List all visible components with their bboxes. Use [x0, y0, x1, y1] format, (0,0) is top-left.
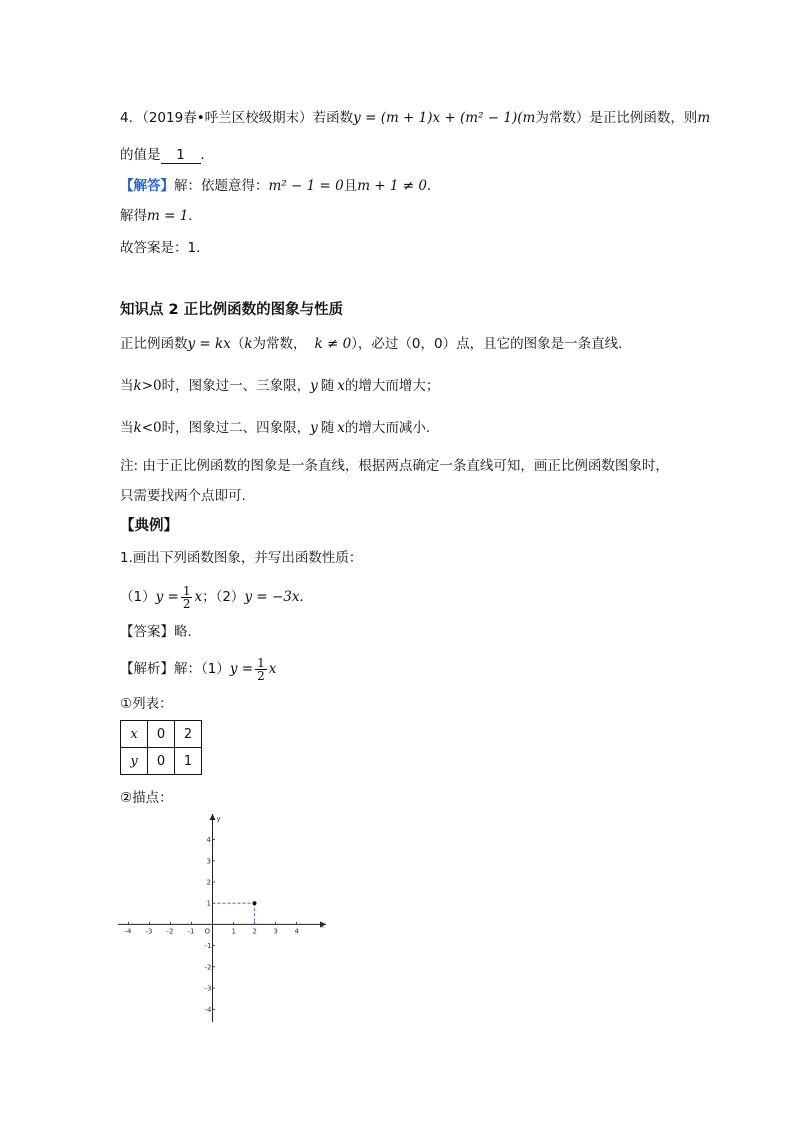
question-end: ． — [200, 147, 214, 163]
plotted-point — [253, 901, 257, 905]
example-p1: （1） — [120, 589, 156, 605]
prop1-x: x — [337, 378, 345, 394]
y-axis-label: y — [216, 815, 221, 823]
analysis-denominator: 2 — [257, 668, 265, 683]
definition-line — [120, 334, 622, 354]
x-tick-label: -3 — [145, 927, 153, 936]
prop2-x: x — [337, 420, 345, 436]
solution-tag: 【解答】 — [120, 178, 174, 194]
analysis-numerator: 1 — [257, 655, 265, 670]
analysis-text: 解：（1） — [174, 661, 230, 677]
example-functions — [120, 582, 313, 612]
x-tick-label: -2 — [166, 927, 174, 936]
answer-line — [120, 622, 201, 642]
analysis-tag: 【解析】 — [120, 661, 174, 677]
value-table — [120, 720, 202, 775]
x-tick-label: 2 — [252, 927, 257, 936]
final-answer-line: 故答案是：1． — [120, 240, 210, 256]
def-formula: y = kx — [187, 336, 231, 352]
def-rest: ），必过（0，0）点，且它的图象是一条直线. — [351, 336, 623, 352]
x-tick-label: 4 — [294, 927, 299, 936]
def-paren: （ — [230, 336, 245, 352]
question-source: （2019春•呼兰区校级期末）若函数 — [142, 110, 354, 126]
step-plot-points: ②描点： — [120, 790, 173, 806]
def-k: k — [244, 336, 253, 352]
answer-blank: 1 — [161, 147, 201, 164]
prop1-cond: >0 — [141, 378, 162, 394]
solution-line — [120, 176, 440, 196]
y-tick-label: 2 — [206, 878, 211, 887]
example-question: 1.画出下列函数图象，并写出函数性质： — [120, 550, 363, 566]
question-tail: 为常数）是正比例函数，则 — [535, 110, 698, 126]
prop1-y: y — [310, 378, 318, 394]
example-y: y = — [155, 589, 179, 605]
x-tick-label: -1 — [187, 927, 195, 936]
table-cell: 2 — [175, 721, 202, 748]
origin-label: O — [204, 927, 211, 936]
example-sep: ；（2） — [202, 589, 245, 605]
table-cell: 0 — [148, 721, 175, 748]
fraction-denominator: 2 — [182, 596, 191, 611]
question-formula: y = (m + 1)x + (m² − 1)(m — [353, 110, 536, 126]
prop2-k: k — [133, 420, 142, 436]
analysis-line — [120, 654, 276, 684]
y-axis-arrow — [210, 814, 216, 820]
question-4-line2 — [120, 145, 214, 165]
fraction-numerator: 1 — [182, 583, 191, 598]
x-tick-label: 3 — [273, 927, 278, 936]
prop2-rest: 的增大而减小. — [344, 420, 431, 436]
y-tick-label: -4 — [204, 1005, 212, 1014]
fraction-half — [181, 585, 193, 610]
question-number: 4． — [120, 110, 143, 126]
prop2-cond: <0 — [141, 420, 162, 436]
table-row — [121, 721, 202, 748]
def-prefix: 正比例函数 — [120, 336, 188, 352]
prop2-y: y — [310, 420, 318, 436]
def-cond: k ≠ 0 — [314, 336, 352, 352]
x-tick-label: 1 — [231, 927, 236, 936]
table-header-y: y — [121, 748, 148, 775]
section-title: 知识点 2 正比例函数的图象与性质 — [120, 302, 344, 318]
answer-text: 略． — [174, 624, 201, 640]
analysis-y: y = — [229, 661, 254, 677]
question-prefix: 的值是 — [120, 147, 161, 163]
example-x: x — [194, 589, 203, 605]
y-tick-label: -2 — [204, 963, 212, 972]
result-math: m = 1 — [147, 208, 189, 224]
result-end: ． — [188, 208, 202, 224]
prop1-sui: 随 — [320, 378, 335, 394]
question-4-line1 — [120, 108, 710, 128]
result-line — [120, 206, 202, 226]
note-line2: 只需要找两个点即可. — [120, 488, 246, 504]
y-tick-label: -3 — [204, 984, 212, 993]
solution-cond: m² − 1 = 0 — [268, 178, 344, 194]
x-tick-label: -4 — [124, 927, 132, 936]
solution-cond2: m + 1 ≠ 0 — [357, 178, 427, 194]
solution-text: 解：依题意得： — [174, 178, 269, 194]
table-cell: 0 — [148, 748, 175, 775]
analysis-x: x — [268, 661, 277, 677]
step-list-table: ①列表： — [120, 696, 173, 712]
x-axis-label: x — [320, 921, 325, 930]
def-const: 为常数， — [252, 336, 307, 352]
prop1-k: k — [133, 378, 142, 394]
solution-end: ． — [426, 178, 441, 194]
property-positive — [120, 376, 439, 396]
y-tick-label: 1 — [206, 899, 211, 908]
question-var-m: m — [697, 110, 711, 126]
prop2-sui: 随 — [320, 420, 335, 436]
y-tick-label: 3 — [206, 857, 211, 866]
example-tag: 【典例】 — [120, 518, 178, 534]
table-row — [121, 748, 202, 775]
coordinate-plot — [118, 812, 328, 1022]
table-header-x: x — [121, 721, 148, 748]
prop1-mid: 时，图象过一、三象限， — [161, 378, 311, 394]
example-end: ． — [299, 589, 313, 605]
property-negative — [120, 418, 430, 438]
solution-and: 且 — [343, 178, 358, 194]
analysis-fraction — [255, 657, 267, 682]
prop1-prefix: 当 — [120, 378, 134, 394]
example-f2: y = −3x — [244, 589, 300, 605]
note-line1: 注: 由于正比例函数的图象是一条直线，根据两点确定一条直线可知，画正比例函数图象时， — [120, 458, 669, 474]
prop2-prefix: 当 — [120, 420, 134, 436]
table-cell: 1 — [175, 748, 202, 775]
prop1-rest: 的增大而增大； — [344, 378, 440, 394]
y-tick-label: 4 — [206, 836, 211, 845]
answer-tag: 【答案】 — [120, 624, 174, 640]
result-text: 解得 — [120, 208, 147, 224]
y-tick-label: -1 — [204, 942, 212, 951]
prop2-mid: 时，图象过二、四象限， — [161, 420, 311, 436]
